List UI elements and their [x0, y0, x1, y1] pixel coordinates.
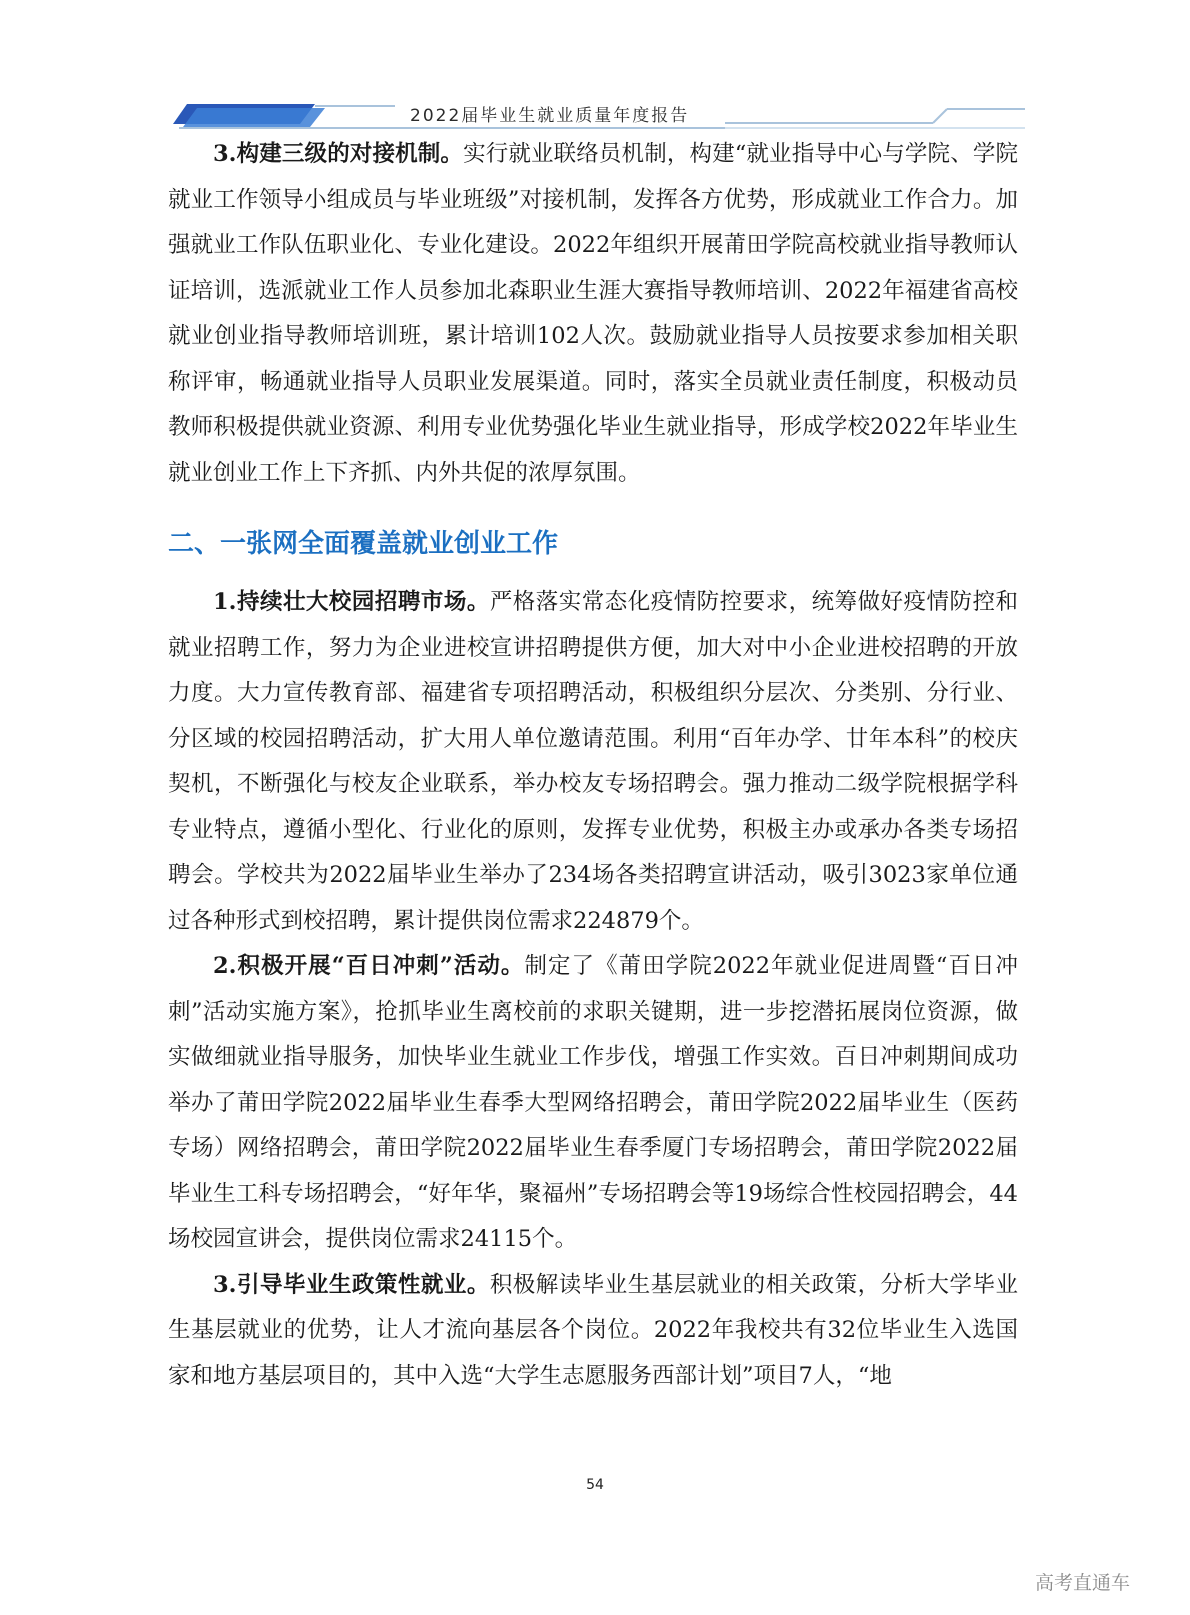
paragraph-lead: 3.构建三级的对接机制。 — [213, 141, 464, 167]
paragraph-lead: 3.引导毕业生政策性就业。 — [213, 1271, 490, 1298]
paragraph — [168, 944, 1018, 1263]
running-header — [165, 96, 1030, 130]
paragraph-body: 积极解读毕业生基层就业的相关政策，分析大学毕业生基层就业的优势，让人才流向基层各个岗位。2022年我校共有32位毕业生入选国家和地方基层项目的，其中入选“大学生志愿服务西部计划”项目7人，“地 — [168, 1271, 1018, 1389]
paragraph — [168, 580, 1018, 944]
paragraph-lead: 2.积极开展“百日冲刺”活动。 — [213, 953, 525, 979]
page-number: 54 — [586, 1477, 604, 1493]
paragraph-lead: 1.持续壮大校园招聘市场。 — [213, 589, 490, 615]
document-body — [168, 132, 1018, 1399]
paragraph — [168, 1263, 1018, 1400]
paragraph-body: 实行就业联络员机制，构建“就业指导中心与学院、学院就业工作领导小组成员与毕业班级”对接机制，发挥各方优势，形成就业工作合力。加强就业工作队伍职业化、专业化建设。2022年组织开展莆田学院高校就业指导教师认证培训，选派就业工作人员参加北森职业生涯大赛指导教师培训、2022年福建省高校就业创业指导教师培训班，累计培训102人次。鼓励就业指导人员按要求参加相关职称评审，畅通就业指导人员职业发展渠道。同时，落实全员就业责任制度，积极动员教师积极提供就业资源、利用专业优势强化毕业生就业指导，形成学校2022年毕业生就业创业工作上下齐抓、内外共促的浓厚氛围。 — [168, 141, 1018, 486]
paragraph-body: 严格落实常态化疫情防控要求，统筹做好疫情防控和就业招聘工作，努力为企业进校宣讲招聘提供方便，加大对中小企业进校招聘的开放力度。大力宣传教育部、福建省专项招聘活动，积极组织分层次、分类别、分行业、分区域的校园招聘活动，扩大用人单位邀请范围。利用“百年办学、廿年本科”的校庆契机，不断强化与校友企业联系，举办校友专场招聘会。强力推动二级学院根据学科专业特点，遵循小型化、行业化的原则，发挥专业优势，积极主办或承办各类专场招聘会。学校共为2022届毕业生举办了234场各类招聘宣讲活动，吸引3023家单位通过各种形式到校招聘，累计提供岗位需求224879个。 — [168, 589, 1018, 934]
paragraph-body: 制定了《莆田学院2022年就业促进周暨“百日冲刺”活动实施方案》，抢抓毕业生离校前的求职关键期，进一步挖潜拓展岗位资源，做实做细就业指导服务，加快毕业生就业工作步伐，增强工作实效。百日冲刺期间成功举办了莆田学院2022届毕业生春季大型网络招聘会，莆田学院2022届毕业生（医药专场）网络招聘会，莆田学院2022届毕业生春季厦门专场招聘会，莆田学院2022届毕业生工科专场招聘会，“好年华，聚福州”专场招聘会等19场综合性校园招聘会，44场校园宣讲会，提供岗位需求24115个。 — [168, 953, 1019, 1252]
watermark: 高考直通车 — [1034, 1572, 1130, 1594]
section-heading: 二、一张网全面覆盖就业创业工作 — [168, 529, 559, 559]
paragraph — [168, 132, 1018, 496]
report-title: 2022届毕业生就业质量年度报告 — [410, 106, 690, 126]
